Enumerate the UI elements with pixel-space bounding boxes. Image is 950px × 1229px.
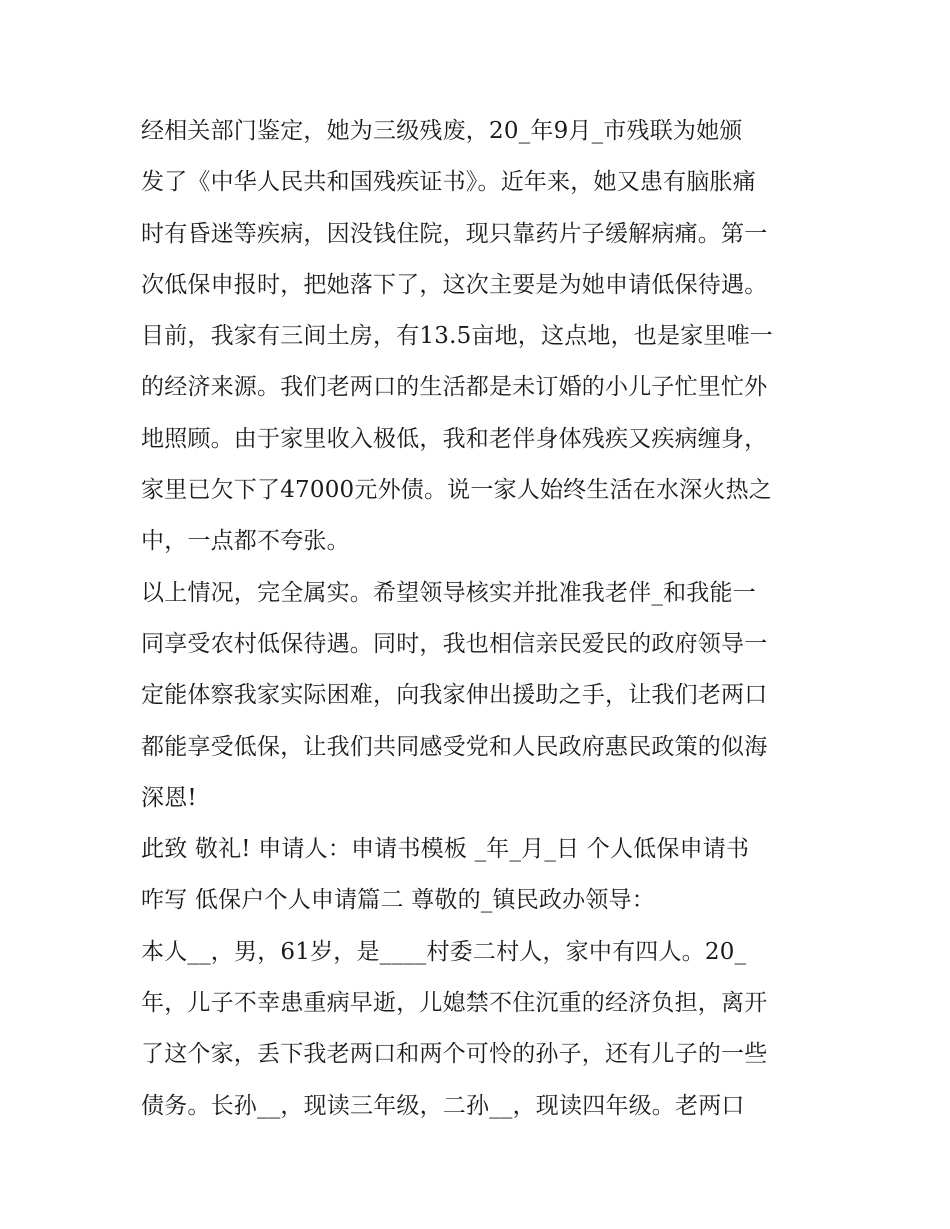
text-line: 了这个家，丢下我老两口和两个可怜的孙子，还有儿子的一些: [141, 1041, 768, 1068]
text-line: 深恩!: [141, 784, 197, 811]
text-line: 家里已欠下了47000元外债。说一家人始终生活在水深火热之: [141, 477, 772, 504]
text-line: 以上情况，完全属实。希望领导核实并批准我老伴_和我能一: [141, 579, 756, 606]
text-line: 定能体察我家实际困难，向我家伸出援助之手，让我们老两口: [141, 682, 768, 709]
text-line: 发了《中华人民共和国残疾证书》。近年来，她又患有脑胀痛: [141, 169, 756, 196]
text-line: 都能享受低保，让我们共同感受党和人民政府惠民政策的似海: [141, 733, 768, 760]
document-body: [141, 106, 821, 1132]
text-line: 同享受农村低保待遇。同时，我也相信亲民爱民的政府领导一: [141, 630, 768, 657]
text-line: 中，一点都不夸张。: [141, 528, 350, 555]
text-line: 此致 敬礼! 申请人：申请书模板 _年_月_日 个人低保申请书: [141, 836, 750, 863]
text-line: 咋写 低保户个人申请篇二 尊敬的_镇民政办领导：: [141, 887, 655, 914]
text-line: 地照顾。由于家里收入极低，我和老伴身体残疾又疾病缠身，: [141, 425, 768, 452]
text-line: 债务。长孙__，现读三年级，二孙__，现读四年级。老两口: [141, 1092, 745, 1119]
text-line: 时有昏迷等疾病，因没钱住院，现只靠药片子缓解病痛。第一: [141, 220, 768, 247]
text-line: 年，儿子不幸患重病早逝，儿媳禁不住沉重的经济负担，离开: [141, 990, 768, 1017]
text-line: 目前，我家有三间土房，有13.5亩地，这点地，也是家里唯一: [141, 323, 774, 350]
text-line: 本人__，男，61岁，是____村委二村人，家中有四人。20_: [141, 938, 747, 965]
text-line: 经相关部门鉴定，她为三级残废，20_年9月_市残联为她颁: [141, 118, 743, 144]
text-line: 次低保申报时，把她落下了，这次主要是为她申请低保待遇。: [141, 271, 768, 298]
text-line: 的经济来源。我们老两口的生活都是未订婚的小儿子忙里忙外: [141, 374, 768, 401]
